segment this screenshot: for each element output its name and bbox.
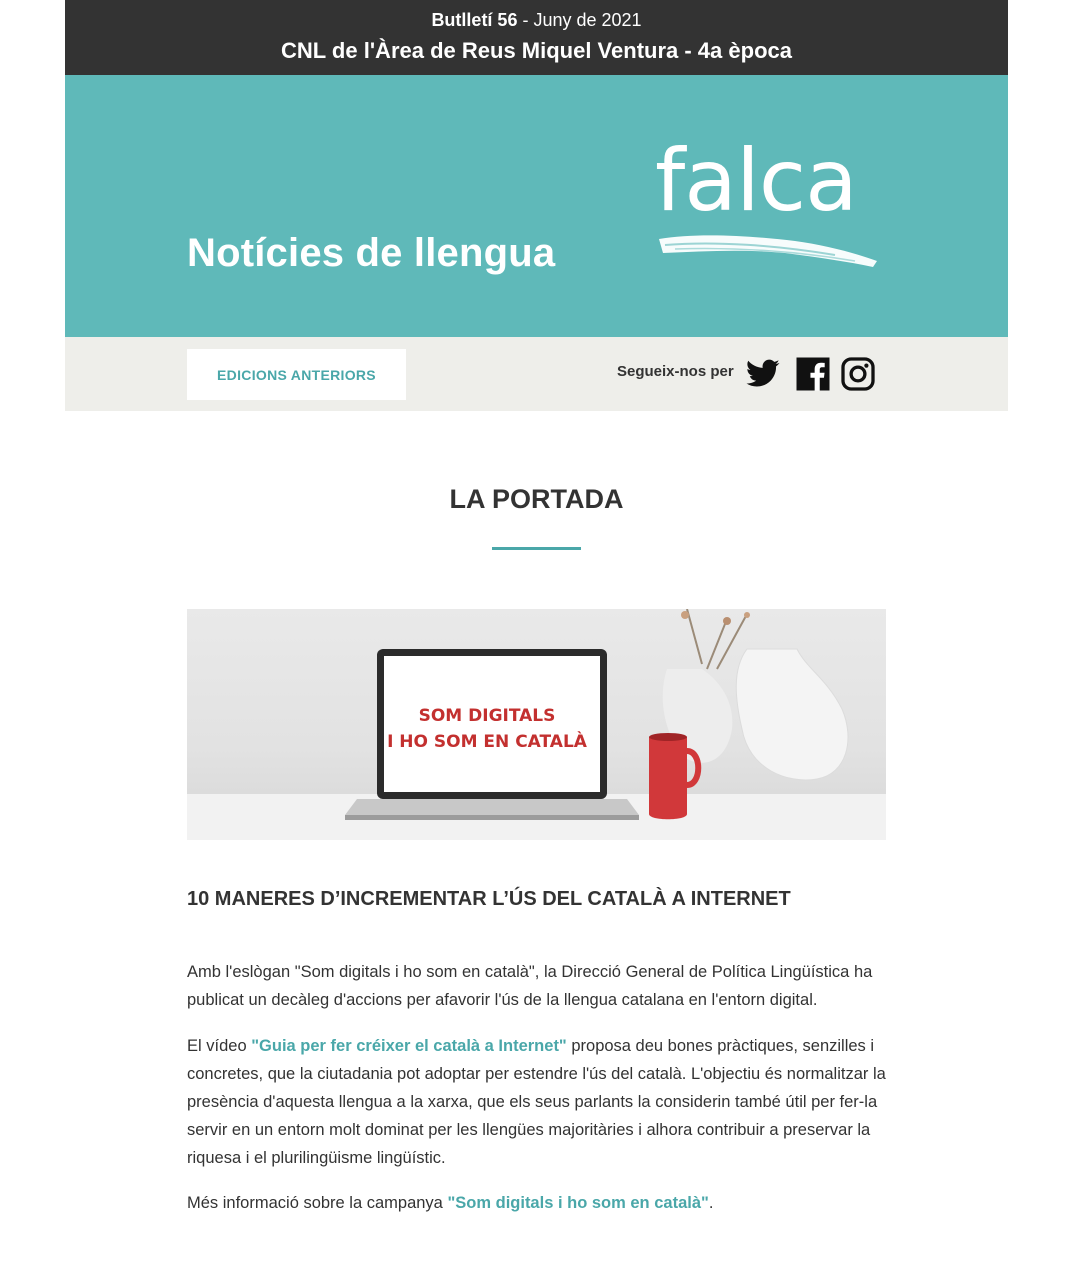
facebook-icon[interactable] xyxy=(795,356,831,392)
falca-logo xyxy=(655,131,885,287)
video-guide-link[interactable]: "Guia per fer créixer el català a Internet" xyxy=(251,1037,567,1055)
brush-stroke-icon xyxy=(655,137,885,287)
follow-us-label: Segueix-nos per xyxy=(617,363,734,380)
issue-line xyxy=(65,10,1008,31)
p3-text-after: . xyxy=(708,1194,714,1212)
issue-date: - Juny de 2021 xyxy=(517,10,642,30)
screen-line-2: I HO SOM EN CATALÀ xyxy=(387,732,587,752)
hero-banner xyxy=(65,75,1008,337)
p2-text-before: El vídeo xyxy=(187,1037,252,1055)
article-image[interactable] xyxy=(187,609,886,840)
twitter-icon[interactable] xyxy=(745,356,781,392)
article-paragraph-3 xyxy=(187,1189,887,1217)
hero-headline: Notícies de llengua xyxy=(187,231,556,275)
article-paragraph-2 xyxy=(187,1032,887,1172)
article-paragraph-1: Amb l'eslògan "Som digitals i ho som en català", la Direcció General de Política Lingüística ha publicat un decàleg d'accions per afavorir l'ús de la llengua catalana en l'entorn digital. xyxy=(187,963,873,1009)
section-title: LA PORTADA xyxy=(449,484,624,514)
organization-name: CNL de l'Àrea de Reus Miquel Ventura - 4a època xyxy=(281,38,792,63)
section-divider xyxy=(492,547,581,550)
newsletter-top-bar xyxy=(65,0,1008,75)
laptop-screen-text xyxy=(377,703,597,755)
falca-logo-text: falca xyxy=(655,131,857,231)
sub-navigation-bar xyxy=(65,337,1008,411)
article-title: 10 MANERES D’INCREMENTAR L’ÚS DEL CATALÀ A INTERNET xyxy=(187,888,791,910)
issue-number: Butlletí 56 xyxy=(431,10,518,30)
screen-line-1: SOM DIGITALS xyxy=(418,706,556,726)
previous-editions-button[interactable]: EDICIONS ANTERIORS xyxy=(187,349,406,400)
p3-text-before: Més informació sobre la campanya xyxy=(187,1194,448,1212)
instagram-icon[interactable] xyxy=(840,356,876,392)
campaign-link[interactable]: "Som digitals i ho som en català" xyxy=(447,1194,709,1212)
p2-text-after: proposa deu bones pràctiques, senzilles i concretes, que la ciutadania pot adoptar per estendre l'ús del català. L'objectiu és normalitzar la presència d'aquesta llengua a la xarxa, que els seus parlants la considerin també útil per fer-la servir en un entorn molt dominat per les llengües majoritàries i alhora contribuir a preservar la riquesa i el plurilingüisme lingüístic. xyxy=(187,1037,886,1167)
